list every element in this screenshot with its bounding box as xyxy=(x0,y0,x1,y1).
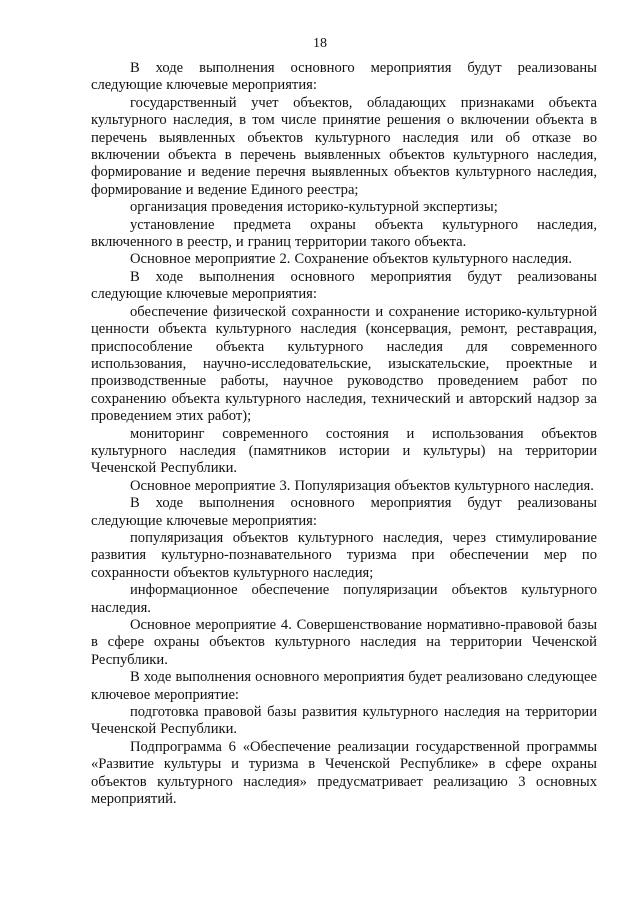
paragraph: установление предмета охраны объекта культурного наследия, включенного в реестр, и границ территории такого объекта. xyxy=(91,216,597,251)
document-body xyxy=(91,60,597,808)
paragraph: В ходе выполнения основного мероприятия будут реализованы следующие ключевые мероприятия: xyxy=(91,60,597,94)
paragraph: В ходе выполнения основного мероприятия будут реализованы следующие ключевые мероприятия: xyxy=(91,268,597,303)
paragraph: В ходе выполнения основного мероприятия будет реализовано следующее ключевое мероприятие: xyxy=(91,669,597,703)
paragraph: мониторинг современного состояния и использования объектов культурного наследия (памятников истории и культуры) на территории Чеченской Республики. xyxy=(91,425,597,477)
paragraph: информационное обеспечение популяризации объектов культурного наследия. xyxy=(91,582,597,616)
paragraph: Подпрограмма 6 «Обеспечение реализации государственной программы «Развитие культуры и туризма в Чеченской Республике» в сфере охраны объектов культурного наследия» предусматривает реализацию 3 основных мероприятий. xyxy=(91,738,597,808)
paragraph: государственный учет объектов, обладающих признаками объекта культурного наследия, в том числе принятие решения о включении объекта в перечень выявленных объектов культурного наследия или об отказе во включении объекта в перечень выявленных объектов культурного наследия, формирование и ведение перечня выявленных объектов культурного наследия, формирование и ведение Единого реестра; xyxy=(91,94,597,198)
paragraph: подготовка правовой базы развития культурного наследия на территории Чеченской Республики. xyxy=(91,704,597,738)
paragraph: В ходе выполнения основного мероприятия будут реализованы следующие ключевые мероприятия: xyxy=(91,495,597,529)
paragraph: Основное мероприятие 2. Сохранение объектов культурного наследия. xyxy=(130,251,573,268)
paragraph: популяризация объектов культурного наследия, через стимулирование развития культурно-познавательного туризма при обеспечении мер по сохранности объектов культурного наследия; xyxy=(91,529,597,581)
paragraph: Основное мероприятие 3. Популяризация объектов культурного наследия. xyxy=(130,477,594,494)
page-number: 18 xyxy=(313,36,327,51)
paragraph: Основное мероприятие 4. Совершенствование нормативно-правовой базы в сфере охраны объектов культурного наследия на территории Чеченской Республики. xyxy=(91,617,597,668)
paragraph: организация проведения историко-культурной экспертизы; xyxy=(130,199,498,216)
paragraph: обеспечение физической сохранности и сохранение историко-культурной ценности объекта культурного наследия (консервация, ремонт, реставрация, приспособление объекта культурного наследия для современного использования, научно-исследовательские, изыскательские, проектные и производственные работы, научное руководство проведением работ по сохранению объекта культурного наследия, технический и авторский надзор за проведением этих работ); xyxy=(91,303,597,425)
